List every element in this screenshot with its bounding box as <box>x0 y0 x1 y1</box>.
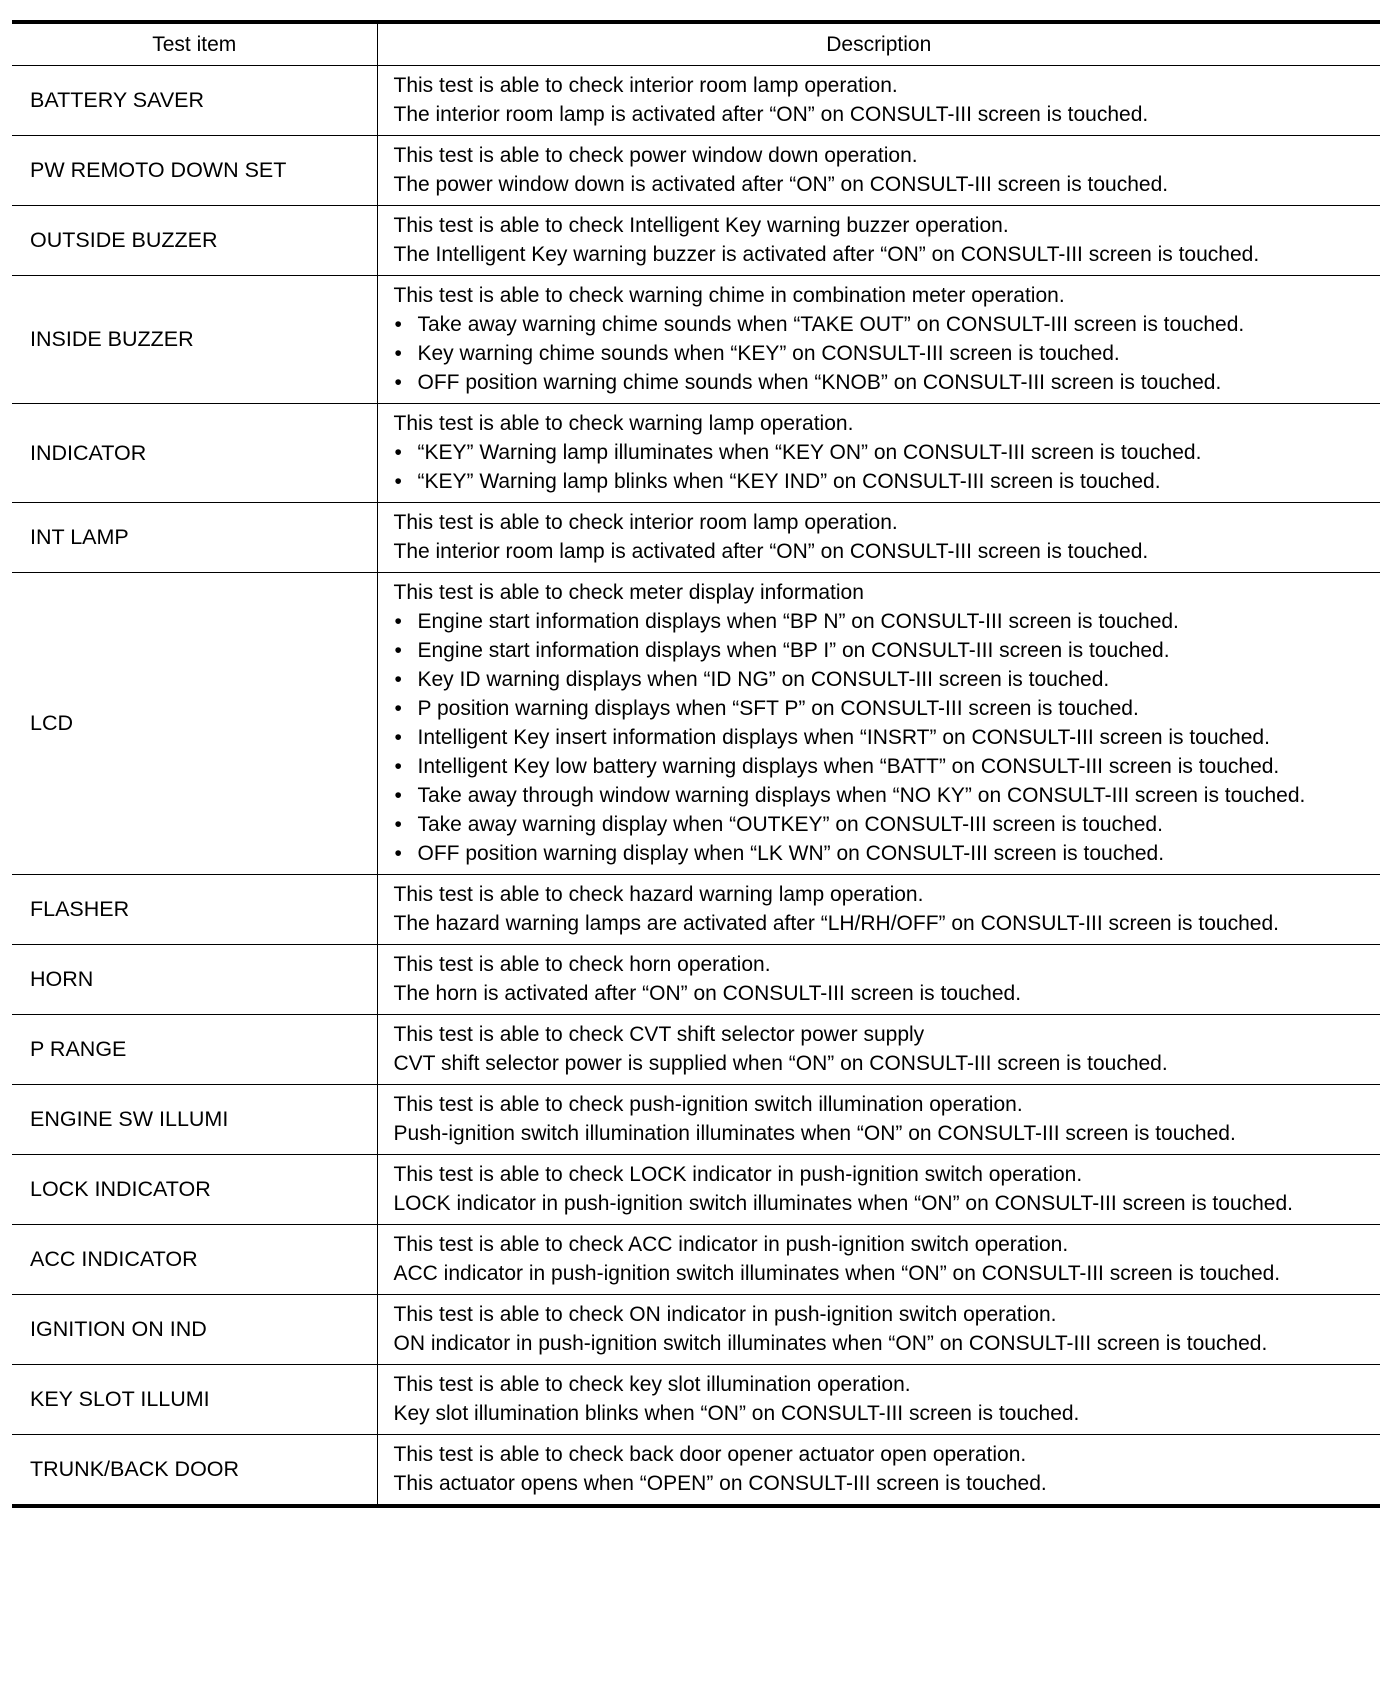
description-line: Push-ignition switch illumination illuminates when “ON” on CONSULT-III screen is touched. <box>393 1122 1236 1145</box>
test-item-name: INDICATOR <box>12 404 377 503</box>
test-item-table-container <box>12 20 1380 1508</box>
table-row <box>12 66 1380 136</box>
description-line: This test is able to check LOCK indicator in push-ignition switch operation. <box>393 1163 1083 1186</box>
description-line: The power window down is activated after “ON” on CONSULT-III screen is touched. <box>393 173 1169 196</box>
table-row <box>12 404 1380 503</box>
test-item-description <box>377 1085 1380 1155</box>
bullet-icon: • <box>394 639 402 662</box>
description-line: This test is able to check key slot illumination operation. <box>393 1373 911 1396</box>
description-bullet-item <box>394 607 1373 636</box>
bullet-icon: • <box>394 610 402 633</box>
table-row <box>12 1155 1380 1225</box>
table-row <box>12 1085 1380 1155</box>
description-bullet-item <box>394 368 1373 397</box>
test-item-description <box>377 404 1380 503</box>
description-line: The hazard warning lamps are activated after “LH/RH/OFF” on CONSULT-III screen is touched. <box>393 912 1279 935</box>
description-bullet-item <box>394 467 1373 496</box>
description-line: ACC indicator in push-ignition switch illuminates when “ON” on CONSULT-III screen is touched. <box>393 1262 1281 1285</box>
table-row <box>12 276 1380 404</box>
test-item-name: INSIDE BUZZER <box>12 276 377 404</box>
bullet-text: Engine start information displays when “BP N” on CONSULT-III screen is touched. <box>417 610 1179 633</box>
bullet-text: Key ID warning displays when “ID NG” on CONSULT-III screen is touched. <box>417 668 1110 691</box>
bullet-text: “KEY” Warning lamp illuminates when “KEY ON” on CONSULT-III screen is touched. <box>417 441 1202 464</box>
description-line: This test is able to check warning lamp operation. <box>393 412 854 435</box>
description-line: This test is able to check push-ignition switch illumination operation. <box>393 1093 1023 1116</box>
table-row <box>12 503 1380 573</box>
description-bullet-item <box>394 723 1373 752</box>
bullet-icon: • <box>394 842 402 865</box>
test-item-description <box>377 136 1380 206</box>
table-row <box>12 1435 1380 1507</box>
bullet-text: Engine start information displays when “BP I” on CONSULT-III screen is touched. <box>417 639 1170 662</box>
test-item-table <box>12 20 1380 1508</box>
test-item-description <box>377 276 1380 404</box>
description-bullet-item <box>394 810 1373 839</box>
test-item-description <box>377 573 1380 875</box>
description-line: This test is able to check CVT shift selector power supply <box>393 1023 925 1046</box>
test-item-description <box>377 1225 1380 1295</box>
bullet-text: Take away warning display when “OUTKEY” on CONSULT-III screen is touched. <box>417 813 1163 836</box>
table-row <box>12 206 1380 276</box>
bullet-text: OFF position warning display when “LK WN” on CONSULT-III screen is touched. <box>417 842 1165 865</box>
description-line: CVT shift selector power is supplied when “ON” on CONSULT-III screen is touched. <box>393 1052 1168 1075</box>
table-body <box>12 66 1380 1507</box>
description-bullet-item <box>394 839 1373 868</box>
description-line: The interior room lamp is activated after “ON” on CONSULT-III screen is touched. <box>393 540 1149 563</box>
description-line: The horn is activated after “ON” on CONSULT-III screen is touched. <box>393 982 1022 1005</box>
description-bullet-item <box>394 310 1373 339</box>
description-line: This test is able to check interior room lamp operation. <box>393 74 898 97</box>
description-line: The interior room lamp is activated after “ON” on CONSULT-III screen is touched. <box>393 103 1149 126</box>
test-item-name: ENGINE SW ILLUMI <box>12 1085 377 1155</box>
bullet-text: Take away through window warning displays when “NO KY” on CONSULT-III screen is touched. <box>417 784 1306 807</box>
description-line: This test is able to check hazard warning lamp operation. <box>393 883 924 906</box>
test-item-name: KEY SLOT ILLUMI <box>12 1365 377 1435</box>
table-row <box>12 945 1380 1015</box>
test-item-name: HORN <box>12 945 377 1015</box>
test-item-description <box>377 206 1380 276</box>
description-bullet-item <box>394 694 1373 723</box>
test-item-name: OUTSIDE BUZZER <box>12 206 377 276</box>
bullet-text: Key warning chime sounds when “KEY” on CONSULT-III screen is touched. <box>417 342 1120 365</box>
bullet-icon: • <box>394 668 402 691</box>
test-item-description <box>377 1435 1380 1507</box>
bullet-icon: • <box>394 441 402 464</box>
table-row <box>12 1295 1380 1365</box>
test-item-description <box>377 1015 1380 1085</box>
bullet-icon: • <box>394 726 402 749</box>
test-item-name: P RANGE <box>12 1015 377 1085</box>
description-line: This test is able to check back door opener actuator open operation. <box>393 1443 1027 1466</box>
bullet-text: P position warning displays when “SFT P” on CONSULT-III screen is touched. <box>417 697 1139 720</box>
test-item-name: INT LAMP <box>12 503 377 573</box>
bullet-text: “KEY” Warning lamp blinks when “KEY IND” on CONSULT-III screen is touched. <box>417 470 1161 493</box>
test-item-name: LCD <box>12 573 377 875</box>
description-line: Key slot illumination blinks when “ON” on CONSULT-III screen is touched. <box>393 1402 1080 1425</box>
description-line: This test is able to check interior room lamp operation. <box>393 511 898 534</box>
bullet-icon: • <box>394 470 402 493</box>
bullet-icon: • <box>394 313 402 336</box>
test-item-description <box>377 503 1380 573</box>
test-item-name: LOCK INDICATOR <box>12 1155 377 1225</box>
bullet-icon: • <box>394 371 402 394</box>
test-item-description <box>377 66 1380 136</box>
description-line: This test is able to check meter display information <box>393 581 864 604</box>
bullet-text: Intelligent Key insert information displays when “INSRT” on CONSULT-III screen is touched. <box>417 726 1270 749</box>
description-line: LOCK indicator in push-ignition switch illuminates when “ON” on CONSULT-III screen is touched. <box>393 1192 1293 1215</box>
description-bullet-item <box>394 339 1373 368</box>
test-item-name: IGNITION ON IND <box>12 1295 377 1365</box>
test-item-name: BATTERY SAVER <box>12 66 377 136</box>
table-row <box>12 573 1380 875</box>
test-item-description <box>377 1155 1380 1225</box>
description-bullet-item <box>394 636 1373 665</box>
table-row <box>12 136 1380 206</box>
column-header-test-item: Test item <box>12 22 377 66</box>
description-line: The Intelligent Key warning buzzer is activated after “ON” on CONSULT-III screen is touched. <box>393 243 1260 266</box>
table-row <box>12 1225 1380 1295</box>
test-item-description <box>377 945 1380 1015</box>
bullet-icon: • <box>394 813 402 836</box>
table-row <box>12 1365 1380 1435</box>
description-bullet-item <box>394 665 1373 694</box>
description-line: ON indicator in push-ignition switch illuminates when “ON” on CONSULT-III screen is touched. <box>393 1332 1268 1355</box>
test-item-name: FLASHER <box>12 875 377 945</box>
test-item-name: PW REMOTO DOWN SET <box>12 136 377 206</box>
test-item-name: TRUNK/BACK DOOR <box>12 1435 377 1507</box>
bullet-icon: • <box>394 697 402 720</box>
description-bullet-item <box>394 752 1373 781</box>
bullet-text: Take away warning chime sounds when “TAKE OUT” on CONSULT-III screen is touched. <box>417 313 1245 336</box>
bullet-text: Intelligent Key low battery warning displays when “BATT” on CONSULT-III screen is touched. <box>417 755 1280 778</box>
description-line: This test is able to check warning chime in combination meter operation. <box>393 284 1065 307</box>
description-bullet-item <box>394 438 1373 467</box>
column-header-description: Description <box>377 22 1380 66</box>
bullet-icon: • <box>394 342 402 365</box>
description-line: This test is able to check ACC indicator in push-ignition switch operation. <box>393 1233 1069 1256</box>
description-line: This test is able to check Intelligent Key warning buzzer operation. <box>393 214 1009 237</box>
test-item-description <box>377 1365 1380 1435</box>
bullet-icon: • <box>394 784 402 807</box>
description-line: This test is able to check horn operation. <box>393 953 771 976</box>
bullet-text: OFF position warning chime sounds when “KNOB” on CONSULT-III screen is touched. <box>417 371 1222 394</box>
table-row <box>12 875 1380 945</box>
description-line: This test is able to check ON indicator in push-ignition switch operation. <box>393 1303 1057 1326</box>
bullet-icon: • <box>394 755 402 778</box>
table-row <box>12 1015 1380 1085</box>
test-item-description <box>377 1295 1380 1365</box>
table-header-row <box>12 22 1380 66</box>
test-item-name: ACC INDICATOR <box>12 1225 377 1295</box>
description-line: This test is able to check power window down operation. <box>393 144 918 167</box>
description-line: This actuator opens when “OPEN” on CONSULT-III screen is touched. <box>393 1472 1047 1495</box>
test-item-description <box>377 875 1380 945</box>
description-bullet-item <box>394 781 1373 810</box>
